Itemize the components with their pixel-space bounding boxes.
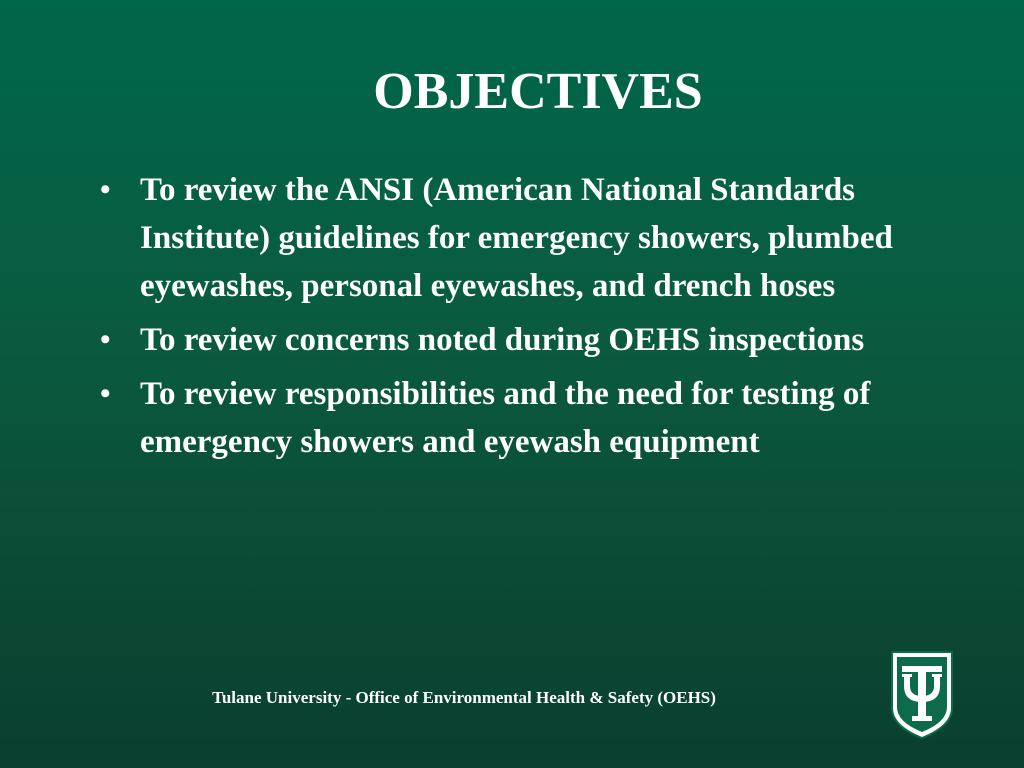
bullet-list: [96, 166, 936, 472]
bullet-icon: •: [100, 323, 111, 356]
bullet-text: To review concerns noted during OEHS inspections: [140, 322, 865, 358]
bullet-icon: •: [100, 377, 111, 410]
tulane-shield-icon: [890, 650, 954, 740]
footer-text: Tulane University - Office of Environmental Health & Safety (OEHS): [212, 688, 716, 707]
bullet-text: To review the ANSI (American National Standards Institute) guidelines for emergency showers, plumbed eyewashes, personal eyewashes, and drench hoses: [140, 172, 893, 304]
bullet-icon: •: [100, 173, 111, 206]
slide-title: OBJECTIVES: [373, 63, 703, 120]
bullet-text: To review responsibilities and the need for testing of emergency showers and eyewash equipment: [140, 376, 871, 460]
bullet-item: [96, 316, 936, 364]
bullet-item: [96, 166, 936, 310]
bullet-item: [96, 370, 936, 466]
